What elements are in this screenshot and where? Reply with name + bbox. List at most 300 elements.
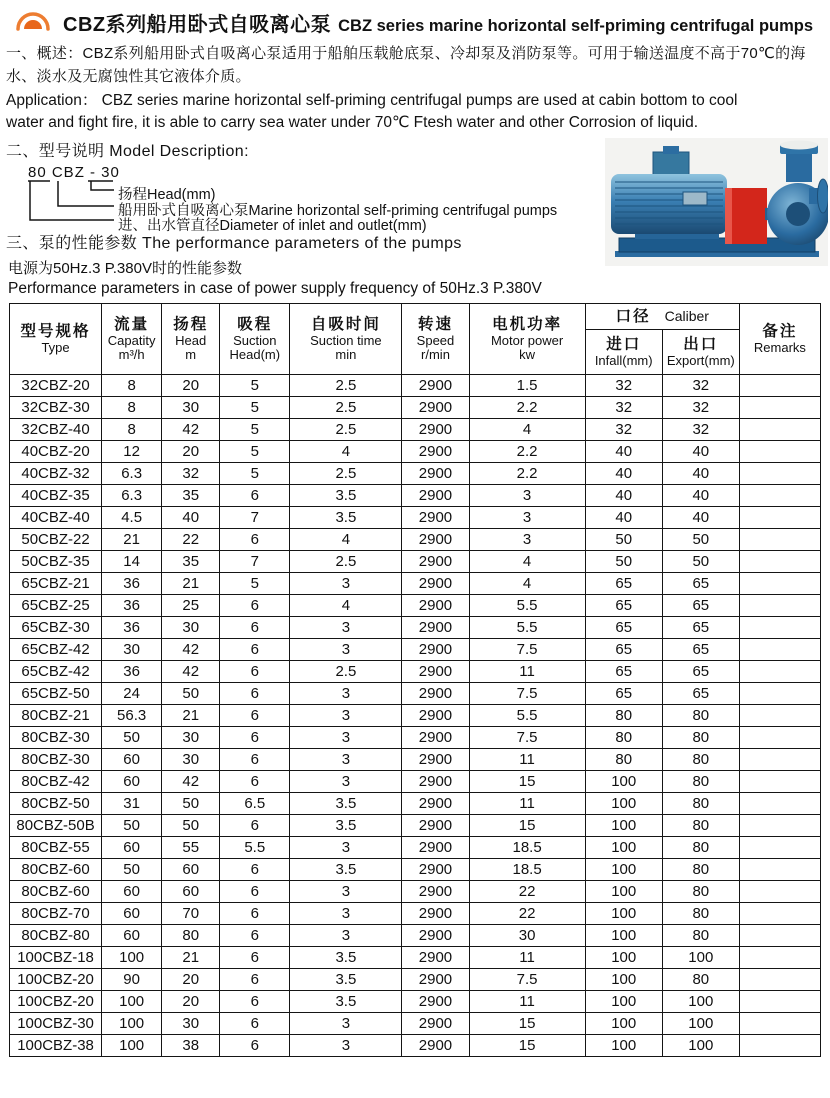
value-cell: 60 xyxy=(162,881,220,903)
value-cell: 30 xyxy=(162,727,220,749)
value-cell: 36 xyxy=(102,573,162,595)
value-cell: 36 xyxy=(102,661,162,683)
table-row xyxy=(10,815,821,837)
model-type-cell: 80CBZ-30 xyxy=(10,727,102,749)
value-cell: 100 xyxy=(585,969,662,991)
value-cell: 65 xyxy=(662,573,739,595)
value-cell: 3 xyxy=(469,529,585,551)
value-cell: 60 xyxy=(102,837,162,859)
model-type-cell: 80CBZ-50 xyxy=(10,793,102,815)
value-cell: 100 xyxy=(102,1035,162,1057)
value-cell: 2900 xyxy=(402,441,469,463)
value-cell: 3.5 xyxy=(290,793,402,815)
value-cell: 2900 xyxy=(402,881,469,903)
value-cell: 5.5 xyxy=(469,705,585,727)
model-type-cell: 100CBZ-20 xyxy=(10,969,102,991)
value-cell: 6 xyxy=(220,947,290,969)
value-cell xyxy=(739,441,820,463)
model-type-cell: 80CBZ-80 xyxy=(10,925,102,947)
value-cell: 6 xyxy=(220,815,290,837)
value-cell: 15 xyxy=(469,771,585,793)
value-cell: 3 xyxy=(469,485,585,507)
value-cell: 3.5 xyxy=(290,969,402,991)
model-type-cell: 40CBZ-40 xyxy=(10,507,102,529)
value-cell xyxy=(739,507,820,529)
model-type-cell: 80CBZ-42 xyxy=(10,771,102,793)
table-row xyxy=(10,859,821,881)
value-cell: 3.5 xyxy=(290,507,402,529)
value-cell: 32 xyxy=(585,397,662,419)
value-cell: 100 xyxy=(585,815,662,837)
value-cell: 20 xyxy=(162,441,220,463)
value-cell: 2900 xyxy=(402,925,469,947)
page-title xyxy=(63,8,813,37)
value-cell: 21 xyxy=(162,947,220,969)
value-cell xyxy=(739,947,820,969)
value-cell: 65 xyxy=(662,683,739,705)
value-cell: 6 xyxy=(220,925,290,947)
value-cell: 80 xyxy=(662,815,739,837)
value-cell: 100 xyxy=(585,1035,662,1057)
value-cell: 100 xyxy=(662,947,739,969)
value-cell xyxy=(739,551,820,573)
value-cell: 2900 xyxy=(402,683,469,705)
value-cell: 36 xyxy=(102,617,162,639)
value-cell: 50 xyxy=(585,551,662,573)
value-cell: 100 xyxy=(585,793,662,815)
value-cell: 40 xyxy=(662,485,739,507)
value-cell: 3 xyxy=(290,705,402,727)
model-type-cell: 65CBZ-21 xyxy=(10,573,102,595)
value-cell: 6 xyxy=(220,1013,290,1035)
value-cell: 100 xyxy=(585,991,662,1013)
value-cell: 8 xyxy=(102,419,162,441)
value-cell: 2900 xyxy=(402,485,469,507)
table-row xyxy=(10,947,821,969)
value-cell: 50 xyxy=(585,529,662,551)
model-type-cell: 65CBZ-42 xyxy=(10,639,102,661)
value-cell: 3.5 xyxy=(290,815,402,837)
value-cell: 80 xyxy=(662,925,739,947)
col-header-head: 扬程 Head m xyxy=(162,304,220,375)
value-cell: 65 xyxy=(662,639,739,661)
value-cell: 80 xyxy=(662,749,739,771)
value-cell: 6 xyxy=(220,485,290,507)
value-cell: 50 xyxy=(662,529,739,551)
value-cell: 32 xyxy=(585,375,662,397)
value-cell: 3.5 xyxy=(290,991,402,1013)
value-cell: 21 xyxy=(102,529,162,551)
value-cell: 7.5 xyxy=(469,683,585,705)
value-cell: 50 xyxy=(162,815,220,837)
value-cell: 5 xyxy=(220,573,290,595)
table-row xyxy=(10,661,821,683)
model-type-cell: 80CBZ-21 xyxy=(10,705,102,727)
performance-table xyxy=(9,303,821,1057)
value-cell xyxy=(739,397,820,419)
value-cell: 3 xyxy=(290,771,402,793)
value-cell: 6 xyxy=(220,991,290,1013)
value-cell: 60 xyxy=(102,881,162,903)
value-cell: 2900 xyxy=(402,749,469,771)
table-row xyxy=(10,551,821,573)
value-cell: 7.5 xyxy=(469,969,585,991)
value-cell: 30 xyxy=(469,925,585,947)
value-cell: 22 xyxy=(469,881,585,903)
value-cell: 3.5 xyxy=(290,485,402,507)
table-row xyxy=(10,969,821,991)
table-row xyxy=(10,1013,821,1035)
col-header-type: 型号规格 Type xyxy=(10,304,102,375)
value-cell: 7 xyxy=(220,551,290,573)
value-cell: 6.3 xyxy=(102,463,162,485)
value-cell: 2900 xyxy=(402,529,469,551)
performance-subtitle-cn: 电源为50Hz.3 P.380V时的性能参数 xyxy=(8,260,242,277)
value-cell: 50 xyxy=(102,727,162,749)
model-type-cell: 100CBZ-30 xyxy=(10,1013,102,1035)
value-cell: 3 xyxy=(290,727,402,749)
value-cell: 2900 xyxy=(402,903,469,925)
table-row xyxy=(10,375,821,397)
table-row xyxy=(10,749,821,771)
value-cell: 11 xyxy=(469,947,585,969)
performance-subtitle-en: Performance parameters in case of power supply frequency of 50Hz.3 P.380V xyxy=(8,280,542,297)
value-cell: 40 xyxy=(585,485,662,507)
value-cell: 100 xyxy=(585,881,662,903)
value-cell: 100 xyxy=(102,1013,162,1035)
value-cell: 100 xyxy=(102,947,162,969)
value-cell: 80 xyxy=(662,881,739,903)
value-cell: 32 xyxy=(162,463,220,485)
value-cell: 8 xyxy=(102,375,162,397)
value-cell: 4 xyxy=(290,441,402,463)
value-cell xyxy=(739,639,820,661)
value-cell: 60 xyxy=(102,771,162,793)
value-cell: 2900 xyxy=(402,705,469,727)
value-cell: 4 xyxy=(469,573,585,595)
value-cell: 31 xyxy=(102,793,162,815)
value-cell: 5 xyxy=(220,463,290,485)
value-cell: 12 xyxy=(102,441,162,463)
model-type-cell: 65CBZ-30 xyxy=(10,617,102,639)
value-cell: 11 xyxy=(469,661,585,683)
value-cell: 80 xyxy=(662,771,739,793)
table-row xyxy=(10,397,821,419)
value-cell: 2.5 xyxy=(290,551,402,573)
value-cell: 15 xyxy=(469,815,585,837)
value-cell xyxy=(739,815,820,837)
model-type-cell: 80CBZ-30 xyxy=(10,749,102,771)
value-cell: 2900 xyxy=(402,771,469,793)
value-cell: 55 xyxy=(162,837,220,859)
value-cell: 2900 xyxy=(402,463,469,485)
model-type-cell: 80CBZ-50B xyxy=(10,815,102,837)
col-header-export: 出口 Export(mm) xyxy=(662,330,739,375)
value-cell: 32 xyxy=(662,419,739,441)
value-cell: 32 xyxy=(662,397,739,419)
value-cell: 2900 xyxy=(402,419,469,441)
value-cell: 25 xyxy=(162,595,220,617)
value-cell: 6 xyxy=(220,881,290,903)
value-cell: 2900 xyxy=(402,991,469,1013)
col-header-motor-power: 电机功率 Motor power kw xyxy=(469,304,585,375)
value-cell xyxy=(739,925,820,947)
model-type-cell: 100CBZ-38 xyxy=(10,1035,102,1057)
value-cell: 6 xyxy=(220,661,290,683)
doc-header xyxy=(0,0,830,36)
value-cell: 65 xyxy=(585,617,662,639)
brand-logo-icon xyxy=(14,9,54,35)
value-cell: 40 xyxy=(585,507,662,529)
value-cell: 30 xyxy=(162,1013,220,1035)
value-cell: 38 xyxy=(162,1035,220,1057)
value-cell: 80 xyxy=(585,705,662,727)
value-cell: 4 xyxy=(290,529,402,551)
value-cell: 40 xyxy=(162,507,220,529)
value-cell xyxy=(739,617,820,639)
value-cell: 60 xyxy=(102,903,162,925)
section-performance-heading: 三、泵的性能参数 The performance parameters of the pumps xyxy=(6,235,462,252)
value-cell: 20 xyxy=(162,991,220,1013)
col-header-remarks: 备注 Remarks xyxy=(739,304,820,375)
value-cell: 80 xyxy=(585,749,662,771)
value-cell: 2900 xyxy=(402,573,469,595)
value-cell xyxy=(739,969,820,991)
col-header-suction: 吸程 Suction Head(m) xyxy=(220,304,290,375)
value-cell: 2.5 xyxy=(290,463,402,485)
value-cell: 21 xyxy=(162,705,220,727)
model-type-cell: 80CBZ-60 xyxy=(10,881,102,903)
value-cell: 5.5 xyxy=(469,617,585,639)
model-type-cell: 40CBZ-32 xyxy=(10,463,102,485)
value-cell: 6 xyxy=(220,727,290,749)
model-type-cell: 80CBZ-70 xyxy=(10,903,102,925)
value-cell: 100 xyxy=(102,991,162,1013)
value-cell: 3.5 xyxy=(290,947,402,969)
table-row xyxy=(10,617,821,639)
value-cell: 65 xyxy=(585,639,662,661)
value-cell: 80 xyxy=(662,793,739,815)
model-type-cell: 65CBZ-25 xyxy=(10,595,102,617)
value-cell: 2900 xyxy=(402,661,469,683)
value-cell: 60 xyxy=(162,859,220,881)
value-cell: 2.5 xyxy=(290,397,402,419)
model-label-diameter: 进、出水管直径Diameter of inlet and outlet(mm) xyxy=(118,218,427,234)
value-cell xyxy=(739,903,820,925)
value-cell: 6 xyxy=(220,859,290,881)
value-cell: 80 xyxy=(662,903,739,925)
table-row xyxy=(10,705,821,727)
model-type-cell: 50CBZ-22 xyxy=(10,529,102,551)
value-cell: 4 xyxy=(469,551,585,573)
value-cell: 50 xyxy=(662,551,739,573)
value-cell: 36 xyxy=(102,595,162,617)
table-row xyxy=(10,925,821,947)
value-cell: 50 xyxy=(102,859,162,881)
overview-paragraph-en: Application： CBZ series marine horizontal self-priming centrifugal pumps are used at cabin bottom to cool water and fight fire, it is able to carry sea water under 70℃ Ftesh water and other Corrosion of liquid. xyxy=(6,92,738,131)
model-type-cell: 65CBZ-42 xyxy=(10,661,102,683)
value-cell: 3.5 xyxy=(290,859,402,881)
table-row xyxy=(10,485,821,507)
value-cell: 40 xyxy=(585,463,662,485)
value-cell: 6 xyxy=(220,969,290,991)
value-cell: 80 xyxy=(662,727,739,749)
table-row xyxy=(10,991,821,1013)
value-cell xyxy=(739,529,820,551)
table-body xyxy=(10,375,821,1057)
value-cell: 2.2 xyxy=(469,463,585,485)
value-cell: 6 xyxy=(220,705,290,727)
value-cell: 80 xyxy=(662,859,739,881)
value-cell: 65 xyxy=(662,595,739,617)
value-cell: 100 xyxy=(662,991,739,1013)
model-type-cell: 40CBZ-35 xyxy=(10,485,102,507)
value-cell: 42 xyxy=(162,419,220,441)
value-cell: 100 xyxy=(585,837,662,859)
value-cell xyxy=(739,705,820,727)
value-cell: 56.3 xyxy=(102,705,162,727)
value-cell: 15 xyxy=(469,1013,585,1035)
value-cell: 32 xyxy=(585,419,662,441)
value-cell: 65 xyxy=(585,661,662,683)
value-cell: 7.5 xyxy=(469,639,585,661)
table-row xyxy=(10,639,821,661)
table-row xyxy=(10,419,821,441)
value-cell: 3 xyxy=(290,903,402,925)
table-row xyxy=(10,595,821,617)
value-cell: 20 xyxy=(162,375,220,397)
value-cell: 5.5 xyxy=(220,837,290,859)
value-cell: 60 xyxy=(102,749,162,771)
value-cell: 65 xyxy=(585,683,662,705)
value-cell: 3 xyxy=(290,573,402,595)
value-cell xyxy=(739,375,820,397)
value-cell: 6 xyxy=(220,617,290,639)
value-cell: 11 xyxy=(469,793,585,815)
value-cell: 7.5 xyxy=(469,727,585,749)
value-cell: 3 xyxy=(290,925,402,947)
value-cell: 18.5 xyxy=(469,837,585,859)
value-cell: 18.5 xyxy=(469,859,585,881)
value-cell: 3 xyxy=(469,507,585,529)
value-cell: 5 xyxy=(220,419,290,441)
value-cell: 3 xyxy=(290,683,402,705)
pump-product-photo xyxy=(605,138,828,266)
value-cell: 30 xyxy=(162,617,220,639)
value-cell: 2.5 xyxy=(290,375,402,397)
value-cell: 100 xyxy=(662,1013,739,1035)
value-cell: 2900 xyxy=(402,595,469,617)
model-type-cell: 32CBZ-40 xyxy=(10,419,102,441)
value-cell: 2.5 xyxy=(290,661,402,683)
table-row xyxy=(10,903,821,925)
value-cell: 7 xyxy=(220,507,290,529)
value-cell: 40 xyxy=(585,441,662,463)
value-cell: 6 xyxy=(220,749,290,771)
value-cell: 21 xyxy=(162,573,220,595)
value-cell: 100 xyxy=(585,947,662,969)
value-cell xyxy=(739,595,820,617)
value-cell: 90 xyxy=(102,969,162,991)
value-cell: 6.5 xyxy=(220,793,290,815)
model-type-cell: 100CBZ-20 xyxy=(10,991,102,1013)
value-cell: 14 xyxy=(102,551,162,573)
value-cell: 2900 xyxy=(402,617,469,639)
value-cell: 60 xyxy=(102,925,162,947)
value-cell: 5 xyxy=(220,375,290,397)
value-cell: 1.5 xyxy=(469,375,585,397)
value-cell: 2900 xyxy=(402,1013,469,1035)
value-cell: 50 xyxy=(102,815,162,837)
value-cell: 65 xyxy=(585,595,662,617)
value-cell: 80 xyxy=(662,969,739,991)
col-header-caliber: 口径 Caliber xyxy=(585,304,739,330)
value-cell: 6 xyxy=(220,639,290,661)
value-cell: 30 xyxy=(102,639,162,661)
col-header-speed: 转速 Speed r/min xyxy=(402,304,469,375)
value-cell xyxy=(739,881,820,903)
value-cell: 2900 xyxy=(402,815,469,837)
table-row xyxy=(10,837,821,859)
value-cell: 70 xyxy=(162,903,220,925)
value-cell: 2900 xyxy=(402,727,469,749)
value-cell: 30 xyxy=(162,397,220,419)
value-cell: 6 xyxy=(220,529,290,551)
value-cell: 4.5 xyxy=(102,507,162,529)
value-cell: 2900 xyxy=(402,969,469,991)
section-model-description-heading: 二、型号说明 Model Description: xyxy=(6,143,249,160)
table-row xyxy=(10,793,821,815)
value-cell: 5 xyxy=(220,397,290,419)
value-cell: 11 xyxy=(469,991,585,1013)
model-type-cell: 80CBZ-60 xyxy=(10,859,102,881)
model-type-cell: 80CBZ-55 xyxy=(10,837,102,859)
value-cell: 32 xyxy=(662,375,739,397)
value-cell xyxy=(739,661,820,683)
value-cell: 2.2 xyxy=(469,441,585,463)
page-title-cn: CBZ系列船用卧式自吸离心泵 xyxy=(63,13,332,36)
value-cell: 5 xyxy=(220,441,290,463)
value-cell: 4 xyxy=(290,595,402,617)
value-cell: 6 xyxy=(220,903,290,925)
motor-body xyxy=(611,174,727,234)
model-type-cell: 100CBZ-18 xyxy=(10,947,102,969)
table-row xyxy=(10,771,821,793)
value-cell: 2900 xyxy=(402,859,469,881)
value-cell: 3 xyxy=(290,1035,402,1057)
value-cell: 100 xyxy=(585,903,662,925)
value-cell xyxy=(739,573,820,595)
value-cell: 65 xyxy=(662,617,739,639)
value-cell: 35 xyxy=(162,485,220,507)
value-cell: 3 xyxy=(290,639,402,661)
value-cell xyxy=(739,463,820,485)
value-cell: 42 xyxy=(162,771,220,793)
table-row xyxy=(10,881,821,903)
value-cell: 11 xyxy=(469,749,585,771)
value-cell xyxy=(739,749,820,771)
value-cell: 65 xyxy=(585,573,662,595)
value-cell: 2900 xyxy=(402,507,469,529)
value-cell: 2.5 xyxy=(290,419,402,441)
value-cell: 8 xyxy=(102,397,162,419)
value-cell: 2900 xyxy=(402,793,469,815)
value-cell: 42 xyxy=(162,661,220,683)
value-cell: 22 xyxy=(469,903,585,925)
table-row xyxy=(10,529,821,551)
value-cell: 6 xyxy=(220,771,290,793)
table-row xyxy=(10,727,821,749)
